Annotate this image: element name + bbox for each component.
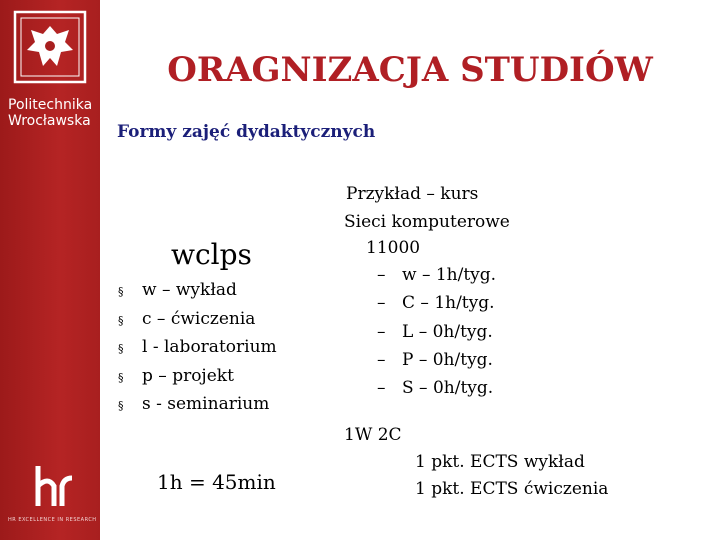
hr-excellence-logo-icon xyxy=(34,462,74,510)
legend-item-text: c – ćwiczenia xyxy=(142,308,256,329)
bullet-icon: § xyxy=(118,399,124,412)
dash-marker: – xyxy=(377,378,386,399)
bullet-icon: § xyxy=(118,342,124,355)
university-name-line2: Wrocławska xyxy=(8,113,91,129)
bullet-icon: § xyxy=(118,313,124,327)
list-item xyxy=(377,293,496,321)
example-course-code: 11000 xyxy=(366,238,421,258)
hours-item-text: S – 0h/tyg. xyxy=(402,378,494,399)
legend-item-text: s - seminarium xyxy=(142,394,270,414)
hr-caption: HR EXCELLENCE IN RESEARCH xyxy=(8,517,97,523)
legend-item-text: l - laboratorium xyxy=(142,337,277,357)
list-item xyxy=(118,366,277,395)
university-crest-icon xyxy=(13,10,87,84)
list-item xyxy=(118,337,277,366)
dash-marker: – xyxy=(377,321,386,342)
dash-marker: – xyxy=(377,349,386,370)
subtitle: Formy zajęć dydaktycznych xyxy=(117,122,376,142)
bullet-icon: § xyxy=(118,285,124,298)
list-item xyxy=(377,322,496,350)
list-item xyxy=(377,265,496,293)
sidebar xyxy=(0,0,100,540)
hours-item-text: P – 0h/tyg. xyxy=(402,349,493,370)
legend-item-text: w – wykład xyxy=(142,280,237,300)
bullet-icon: § xyxy=(118,370,124,384)
page-title: ORAGNIZACJA STUDIÓW xyxy=(167,50,653,90)
ects-line: 1 pkt. ECTS wykład xyxy=(415,452,585,472)
list-item xyxy=(118,309,277,338)
ects-block xyxy=(415,452,608,506)
list-item xyxy=(377,350,496,378)
example-title: Przykład – kurs xyxy=(346,184,479,204)
hours-item-text: w – 1h/tyg. xyxy=(402,265,497,285)
hours-list xyxy=(377,265,496,406)
list-item xyxy=(377,378,496,406)
legend-item-text: p – projekt xyxy=(142,365,234,386)
example-course-name: Sieci komputerowe xyxy=(344,212,510,232)
duration-note: 1h = 45min xyxy=(157,470,276,494)
legend-list xyxy=(118,280,277,423)
hours-item-text: L – 0h/tyg. xyxy=(402,321,493,342)
hours-item-text: C – 1h/tyg. xyxy=(402,293,495,314)
university-name xyxy=(8,97,92,129)
list-item xyxy=(118,280,277,309)
university-name-line1: Politechnika xyxy=(8,97,93,113)
code-pattern: wclps xyxy=(171,238,252,271)
ects-line: 1 pkt. ECTS ćwiczenia xyxy=(415,479,609,499)
dash-marker: – xyxy=(377,293,386,314)
course-variant: 1W 2C xyxy=(344,425,402,445)
list-item xyxy=(118,394,277,423)
dash-marker: – xyxy=(377,265,386,285)
